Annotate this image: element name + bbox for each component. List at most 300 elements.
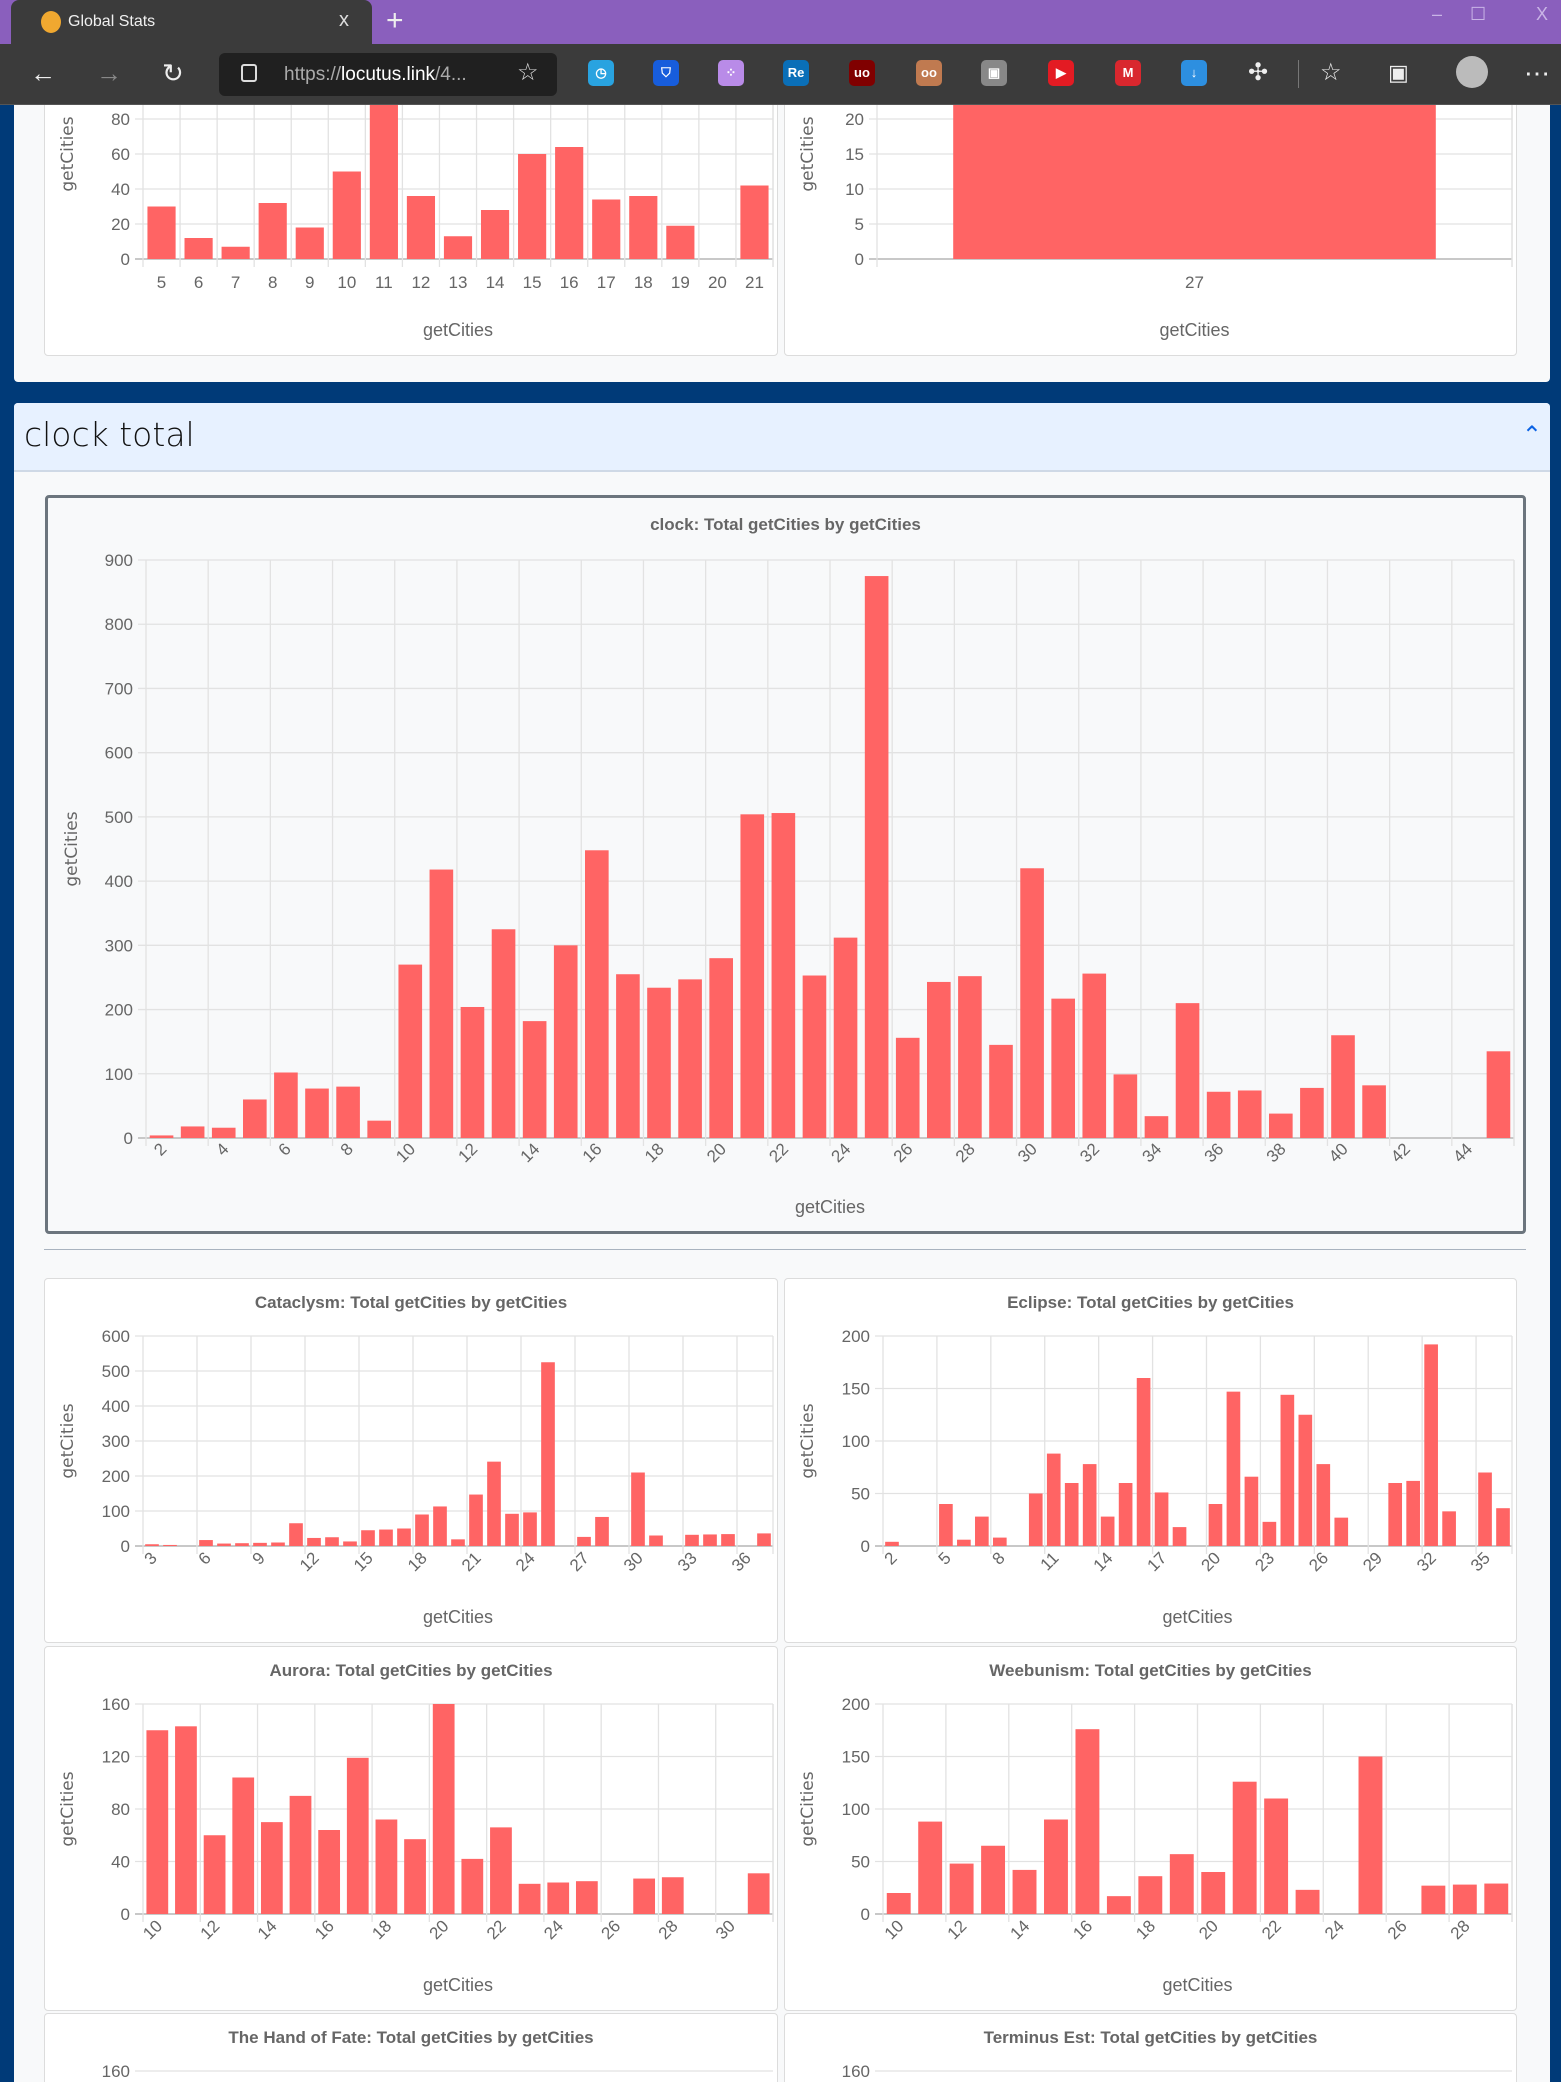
x-tick-label: 7 bbox=[230, 273, 241, 292]
x-tick-label: 26 bbox=[889, 1139, 917, 1167]
extensions-puzzle-icon[interactable]: ✣ bbox=[1248, 59, 1269, 86]
x-tick-label: 9 bbox=[248, 1548, 269, 1569]
bar[interactable] bbox=[647, 988, 671, 1138]
bar[interactable] bbox=[1334, 1518, 1348, 1546]
y-tick-label: 300 bbox=[104, 936, 133, 956]
y-tick-label: 0 bbox=[120, 1537, 130, 1556]
y-axis-title: getCities bbox=[58, 1771, 78, 1847]
download-icon[interactable]: ↓ bbox=[1181, 60, 1207, 86]
bar[interactable] bbox=[253, 1543, 267, 1546]
bar[interactable] bbox=[370, 102, 398, 260]
x-tick-label: 28 bbox=[951, 1139, 979, 1167]
bar[interactable] bbox=[1176, 1003, 1200, 1138]
x-tick-label: 36 bbox=[1200, 1139, 1228, 1167]
bar[interactable] bbox=[307, 1538, 321, 1546]
reload-icon[interactable]: ↻ bbox=[162, 58, 184, 88]
bar[interactable] bbox=[541, 1362, 555, 1546]
bar[interactable] bbox=[217, 1544, 231, 1546]
x-tick-label: 5 bbox=[156, 273, 167, 292]
section-title: clock total bbox=[24, 415, 195, 454]
accordion-header[interactable] bbox=[14, 403, 1550, 472]
x-tick-label: 11 bbox=[375, 273, 393, 292]
x-tick-label: 20 bbox=[1197, 1548, 1225, 1576]
x-tick-label: 26 bbox=[1305, 1548, 1333, 1576]
bar[interactable] bbox=[146, 1730, 168, 1914]
bar[interactable] bbox=[1020, 868, 1044, 1138]
bar[interactable] bbox=[993, 1538, 1007, 1546]
bar[interactable] bbox=[490, 1827, 512, 1914]
bar[interactable] bbox=[633, 1879, 655, 1914]
bar[interactable] bbox=[721, 1534, 735, 1546]
bar[interactable] bbox=[318, 1830, 340, 1914]
bar[interactable] bbox=[576, 1881, 598, 1914]
bar[interactable] bbox=[1442, 1511, 1456, 1546]
bar[interactable] bbox=[1263, 1522, 1277, 1546]
bar[interactable] bbox=[1044, 1820, 1068, 1915]
bar[interactable] bbox=[145, 1544, 159, 1546]
x-tick-label: 34 bbox=[1138, 1139, 1166, 1167]
x-tick-label: 10 bbox=[880, 1916, 908, 1944]
chart-title: Aurora: Total getCities by getCities bbox=[269, 1661, 553, 1680]
y-tick-label: 200 bbox=[841, 1695, 870, 1714]
y-tick-label: 0 bbox=[860, 1537, 870, 1556]
bar[interactable] bbox=[757, 1533, 771, 1546]
bar[interactable] bbox=[1201, 1872, 1225, 1914]
x-tick-label: 17 bbox=[596, 273, 616, 292]
chart-card bbox=[784, 1646, 1517, 2011]
bar[interactable] bbox=[1173, 1527, 1187, 1546]
bar[interactable] bbox=[703, 1534, 717, 1546]
x-tick-label: 24 bbox=[1321, 1916, 1348, 1944]
bar[interactable] bbox=[1138, 1876, 1162, 1914]
y-tick-label: 40 bbox=[111, 180, 130, 199]
bar[interactable] bbox=[554, 945, 578, 1138]
y-tick-label: 100 bbox=[841, 1432, 870, 1451]
chart-title: clock: Total getCities by getCities bbox=[650, 515, 921, 534]
bar[interactable] bbox=[1233, 1782, 1257, 1914]
bar[interactable] bbox=[274, 1072, 298, 1138]
y-tick-label: 700 bbox=[104, 679, 133, 699]
x-tick-label: 38 bbox=[1262, 1139, 1290, 1167]
bar[interactable] bbox=[885, 1542, 899, 1546]
re-icon[interactable]: Re bbox=[783, 60, 809, 86]
x-tick-label: 18 bbox=[368, 1916, 396, 1944]
url-text[interactable] bbox=[284, 64, 467, 86]
bar[interactable] bbox=[592, 200, 620, 260]
x-tick-label: 6 bbox=[194, 1548, 215, 1569]
bar[interactable] bbox=[1082, 974, 1106, 1138]
bar[interactable] bbox=[505, 1514, 519, 1546]
x-tick-label: 17 bbox=[1143, 1548, 1171, 1576]
chart-card bbox=[784, 1278, 1517, 1643]
x-tick-label: 28 bbox=[1446, 1916, 1474, 1944]
bar[interactable] bbox=[222, 247, 250, 259]
y-tick-label: 20 bbox=[111, 215, 130, 234]
bar[interactable] bbox=[1388, 1483, 1402, 1546]
bar[interactable] bbox=[1298, 1415, 1312, 1546]
x-tick-label: 33 bbox=[674, 1548, 701, 1576]
bar[interactable] bbox=[407, 196, 435, 259]
bar[interactable] bbox=[523, 1512, 537, 1546]
bar[interactable] bbox=[481, 210, 509, 259]
x-tick-label: 12 bbox=[196, 1916, 224, 1944]
bar[interactable] bbox=[150, 1135, 174, 1138]
x-tick-label: 35 bbox=[1467, 1548, 1494, 1576]
x-tick-label: 10 bbox=[392, 1139, 420, 1167]
bar[interactable] bbox=[1264, 1799, 1288, 1915]
y-tick-label: 5 bbox=[854, 215, 864, 234]
bar[interactable] bbox=[1362, 1085, 1386, 1138]
bar[interactable] bbox=[367, 1121, 391, 1138]
y-axis-title: getCities bbox=[798, 1771, 818, 1847]
bar[interactable] bbox=[1300, 1088, 1324, 1138]
y-tick-label: 900 bbox=[104, 551, 133, 570]
add-favorite-star-icon[interactable]: ☆ bbox=[517, 59, 539, 86]
x-tick-label: 32 bbox=[1076, 1139, 1104, 1167]
y-tick-label: 200 bbox=[101, 1467, 130, 1486]
x-tick-label: 24 bbox=[540, 1916, 568, 1944]
y-tick-label: 160 bbox=[101, 2062, 130, 2081]
y-tick-label: 100 bbox=[841, 1800, 870, 1819]
bar[interactable] bbox=[772, 813, 796, 1138]
bar[interactable] bbox=[430, 870, 454, 1138]
x-tick-label: 22 bbox=[765, 1139, 793, 1167]
image-icon[interactable]: ▣ bbox=[981, 60, 1007, 86]
x-tick-label: 29 bbox=[1359, 1548, 1387, 1576]
bar[interactable] bbox=[163, 1545, 177, 1546]
bar[interactable] bbox=[616, 974, 640, 1138]
bar[interactable] bbox=[585, 850, 609, 1138]
bar[interactable] bbox=[1155, 1492, 1169, 1546]
bar[interactable] bbox=[1145, 1116, 1169, 1138]
bar[interactable] bbox=[1051, 999, 1075, 1138]
x-tick-label: 40 bbox=[1325, 1139, 1352, 1167]
bar[interactable] bbox=[379, 1530, 393, 1546]
bar[interactable] bbox=[433, 1506, 447, 1546]
maximize-button[interactable]: ☐ bbox=[1470, 4, 1487, 24]
bar[interactable] bbox=[740, 186, 768, 260]
bar[interactable] bbox=[232, 1778, 254, 1915]
x-tick-label: 24 bbox=[827, 1139, 855, 1167]
bar[interactable] bbox=[333, 172, 361, 260]
x-tick-label: 16 bbox=[559, 273, 579, 292]
bar[interactable] bbox=[1421, 1886, 1445, 1914]
tab-close-icon[interactable]: x bbox=[339, 9, 349, 31]
close-window-button[interactable]: X bbox=[1536, 4, 1549, 24]
y-axis-title: getCities bbox=[58, 1403, 78, 1479]
bar[interactable] bbox=[1296, 1890, 1320, 1914]
bar[interactable] bbox=[1170, 1854, 1194, 1914]
character-icon[interactable]: oo bbox=[916, 60, 942, 86]
y-tick-label: 80 bbox=[111, 1800, 130, 1819]
x-tick-label: 18 bbox=[641, 1139, 668, 1167]
bar[interactable] bbox=[290, 1796, 312, 1914]
bar[interactable] bbox=[1065, 1483, 1079, 1546]
bar[interactable] bbox=[1101, 1517, 1115, 1546]
forward-arrow-icon[interactable]: → bbox=[96, 58, 122, 88]
x-tick-label: 18 bbox=[633, 273, 653, 292]
x-axis-title: getCities bbox=[422, 320, 494, 340]
bar[interactable] bbox=[1484, 1884, 1508, 1914]
x-tick-label: 16 bbox=[311, 1916, 338, 1944]
x-tick-label: 14 bbox=[1089, 1548, 1117, 1576]
bar[interactable] bbox=[204, 1835, 226, 1914]
bar[interactable] bbox=[523, 1021, 547, 1138]
x-axis-title: getCities bbox=[1162, 1975, 1233, 1995]
x-tick-label: 32 bbox=[1413, 1548, 1440, 1576]
chart-title: Cataclysm: Total getCities by getCities bbox=[254, 1293, 568, 1312]
youtube-icon[interactable]: ▶ bbox=[1048, 60, 1074, 86]
x-tick-label: 8 bbox=[336, 1139, 357, 1160]
x-tick-label: 44 bbox=[1449, 1139, 1477, 1167]
bar[interactable] bbox=[953, 105, 1436, 259]
bar[interactable] bbox=[1107, 1896, 1131, 1914]
x-tick-label: 4 bbox=[212, 1139, 233, 1160]
previous-section-panel bbox=[14, 74, 1550, 382]
x-axis-title: getCities bbox=[422, 1975, 494, 1995]
tab-title: Global Stats bbox=[68, 13, 156, 30]
bar[interactable] bbox=[939, 1504, 953, 1546]
bar[interactable] bbox=[981, 1846, 1005, 1914]
y-axis-title: getCities bbox=[798, 116, 818, 192]
new-tab-button[interactable]: + bbox=[386, 4, 404, 37]
bar[interactable] bbox=[1227, 1392, 1241, 1546]
bar[interactable] bbox=[305, 1089, 329, 1138]
bar[interactable] bbox=[1281, 1395, 1295, 1546]
bar[interactable] bbox=[261, 1822, 283, 1914]
bar[interactable] bbox=[649, 1536, 663, 1547]
x-tick-label: 36 bbox=[728, 1548, 755, 1576]
clock-extension-icon[interactable]: ◷ bbox=[588, 60, 614, 86]
x-tick-label: 16 bbox=[1069, 1916, 1097, 1944]
bar[interactable] bbox=[1424, 1344, 1438, 1546]
bar[interactable] bbox=[918, 1822, 942, 1914]
bar[interactable] bbox=[555, 147, 583, 259]
bar[interactable] bbox=[212, 1128, 236, 1138]
bar[interactable] bbox=[343, 1541, 357, 1546]
bar[interactable] bbox=[444, 236, 472, 259]
bar[interactable] bbox=[347, 1758, 369, 1914]
chevron-up-icon[interactable]: ⌃ bbox=[1521, 422, 1542, 449]
x-tick-label: 18 bbox=[1132, 1916, 1160, 1944]
bar[interactable] bbox=[487, 1462, 501, 1546]
bar[interactable] bbox=[927, 982, 951, 1138]
y-tick-label: 160 bbox=[841, 2062, 870, 2081]
bar[interactable] bbox=[1331, 1035, 1355, 1138]
y-tick-label: 200 bbox=[104, 1000, 133, 1020]
bar[interactable] bbox=[887, 1893, 911, 1914]
bar[interactable] bbox=[259, 203, 287, 259]
x-tick-label: 12 bbox=[943, 1916, 971, 1944]
y-tick-label: 40 bbox=[111, 1852, 130, 1872]
bar[interactable] bbox=[595, 1517, 609, 1546]
bitwarden-icon[interactable]: ⛉ bbox=[653, 60, 679, 86]
bar[interactable] bbox=[451, 1539, 465, 1546]
bar[interactable] bbox=[678, 979, 702, 1138]
x-tick-label: 14 bbox=[253, 1916, 281, 1944]
bar[interactable] bbox=[834, 938, 858, 1138]
y-tick-label: 0 bbox=[123, 1129, 133, 1148]
x-tick-label: 26 bbox=[597, 1916, 625, 1944]
x-tick-label: 21 bbox=[458, 1548, 485, 1576]
chart-card bbox=[44, 1278, 778, 1643]
bar[interactable] bbox=[1207, 1092, 1231, 1138]
x-tick-label: 11 bbox=[1036, 1548, 1063, 1575]
y-tick-label: 200 bbox=[841, 1327, 870, 1346]
bar[interactable] bbox=[271, 1543, 285, 1547]
bar[interactable] bbox=[361, 1530, 375, 1546]
chart-card bbox=[44, 2013, 778, 2082]
chart-card bbox=[44, 1646, 778, 2011]
bar[interactable] bbox=[1137, 1378, 1151, 1546]
bar[interactable] bbox=[376, 1820, 398, 1915]
bar[interactable] bbox=[748, 1873, 770, 1914]
bar[interactable] bbox=[1047, 1454, 1061, 1546]
y-tick-label: 0 bbox=[854, 250, 864, 269]
bar[interactable] bbox=[243, 1099, 267, 1138]
bar[interactable] bbox=[950, 1864, 974, 1914]
y-axis-title: getCities bbox=[58, 116, 78, 192]
address-bar[interactable] bbox=[219, 53, 557, 96]
bar[interactable] bbox=[1209, 1504, 1223, 1546]
bar[interactable] bbox=[181, 1126, 205, 1138]
bar[interactable] bbox=[1478, 1473, 1492, 1547]
bar[interactable] bbox=[461, 1007, 485, 1138]
x-tick-label: 6 bbox=[274, 1139, 295, 1160]
bar[interactable] bbox=[1496, 1508, 1510, 1546]
lock-icon bbox=[241, 64, 257, 82]
bar[interactable] bbox=[803, 976, 827, 1138]
y-tick-label: 0 bbox=[860, 1905, 870, 1924]
bar[interactable] bbox=[666, 226, 694, 259]
bar[interactable] bbox=[1245, 1477, 1259, 1546]
bar[interactable] bbox=[397, 1529, 411, 1547]
bar[interactable] bbox=[461, 1859, 483, 1914]
bar[interactable] bbox=[547, 1883, 569, 1915]
bar[interactable] bbox=[865, 576, 889, 1138]
bar[interactable] bbox=[1075, 1729, 1099, 1914]
y-tick-label: 600 bbox=[101, 1327, 130, 1346]
x-tick-label: 14 bbox=[485, 273, 505, 292]
bar[interactable] bbox=[492, 929, 516, 1138]
bar[interactable] bbox=[577, 1537, 591, 1546]
x-tick-label: 21 bbox=[745, 273, 764, 292]
bar[interactable] bbox=[709, 958, 733, 1138]
bar[interactable] bbox=[433, 1704, 455, 1914]
bar[interactable] bbox=[1269, 1114, 1293, 1138]
mega-icon[interactable]: M bbox=[1115, 60, 1141, 86]
y-axis-title: getCities bbox=[798, 1403, 818, 1479]
divider bbox=[44, 1249, 1526, 1250]
bar[interactable] bbox=[185, 238, 213, 259]
bar[interactable] bbox=[404, 1839, 426, 1914]
minimize-button[interactable]: – bbox=[1432, 4, 1443, 24]
bar[interactable] bbox=[1114, 1074, 1138, 1138]
bar[interactable] bbox=[662, 1877, 684, 1914]
bar[interactable] bbox=[1406, 1481, 1420, 1546]
bar[interactable] bbox=[469, 1495, 483, 1546]
x-tick-label: 27 bbox=[1185, 273, 1204, 292]
tab-global-stats[interactable] bbox=[11, 0, 372, 44]
bar[interactable] bbox=[989, 1045, 1013, 1138]
bar[interactable] bbox=[415, 1515, 429, 1547]
back-arrow-icon[interactable]: ← bbox=[30, 58, 56, 88]
profile-avatar[interactable] bbox=[1456, 56, 1488, 88]
x-tick-label: 6 bbox=[193, 273, 204, 292]
x-tick-label: 15 bbox=[522, 273, 542, 292]
dice-icon[interactable]: ⁘ bbox=[718, 60, 744, 86]
bar[interactable] bbox=[685, 1535, 699, 1546]
site-favicon-icon bbox=[41, 11, 61, 33]
bar[interactable] bbox=[957, 1540, 971, 1546]
x-tick-label: 14 bbox=[1006, 1916, 1034, 1944]
collections-icon[interactable]: ▣ bbox=[1388, 60, 1409, 85]
bar-chart bbox=[45, 2014, 777, 2082]
more-menu-icon[interactable]: ⋯ bbox=[1524, 58, 1550, 88]
y-tick-label: 150 bbox=[841, 1379, 870, 1399]
bar[interactable] bbox=[199, 1540, 213, 1546]
bar[interactable] bbox=[519, 1884, 541, 1914]
bar[interactable] bbox=[325, 1537, 339, 1546]
y-tick-label: 10 bbox=[845, 180, 864, 199]
bar[interactable] bbox=[1487, 1051, 1511, 1138]
tab-strip bbox=[0, 0, 1561, 44]
bar[interactable] bbox=[1453, 1885, 1477, 1914]
bar[interactable] bbox=[1316, 1464, 1330, 1546]
favorites-icon[interactable]: ☆ bbox=[1320, 59, 1342, 86]
bar[interactable] bbox=[1359, 1757, 1383, 1915]
bar[interactable] bbox=[631, 1473, 645, 1547]
x-tick-label: 20 bbox=[425, 1916, 453, 1944]
x-axis-title: getCities bbox=[422, 1607, 494, 1627]
bar[interactable] bbox=[629, 196, 657, 259]
bar[interactable] bbox=[1013, 1870, 1037, 1914]
y-tick-label: 100 bbox=[104, 1064, 133, 1084]
x-axis-title: getCities bbox=[1162, 1607, 1233, 1627]
ublock-icon[interactable]: uo bbox=[849, 60, 875, 86]
x-tick-label: 2 bbox=[880, 1548, 901, 1569]
bar[interactable] bbox=[296, 228, 324, 260]
x-tick-label: 20 bbox=[707, 273, 727, 292]
x-axis-title: getCities bbox=[1159, 320, 1230, 340]
bar[interactable] bbox=[147, 207, 175, 260]
bar[interactable] bbox=[289, 1523, 303, 1546]
chart-card bbox=[784, 2013, 1517, 2082]
bar[interactable] bbox=[975, 1517, 989, 1546]
url-scheme: https:// bbox=[284, 64, 342, 85]
bar[interactable] bbox=[740, 814, 764, 1138]
bar[interactable] bbox=[175, 1726, 197, 1914]
bar[interactable] bbox=[958, 976, 982, 1138]
y-tick-label: 120 bbox=[101, 1747, 130, 1767]
bar[interactable] bbox=[518, 154, 546, 259]
bar[interactable] bbox=[1029, 1494, 1043, 1547]
bar-chart bbox=[785, 1279, 1516, 1642]
bar[interactable] bbox=[1238, 1090, 1262, 1138]
bar[interactable] bbox=[1119, 1483, 1133, 1546]
bar[interactable] bbox=[235, 1543, 249, 1546]
bar-chart bbox=[45, 1279, 777, 1642]
page-content bbox=[0, 104, 1561, 2082]
bar[interactable] bbox=[1083, 1464, 1097, 1546]
y-tick-label: 50 bbox=[851, 1484, 870, 1504]
y-tick-label: 160 bbox=[101, 1695, 130, 1714]
bar[interactable] bbox=[896, 1038, 920, 1138]
y-tick-label: 20 bbox=[845, 110, 864, 129]
x-tick-label: 20 bbox=[703, 1139, 731, 1167]
bar[interactable] bbox=[336, 1087, 360, 1138]
bar[interactable] bbox=[398, 965, 422, 1138]
